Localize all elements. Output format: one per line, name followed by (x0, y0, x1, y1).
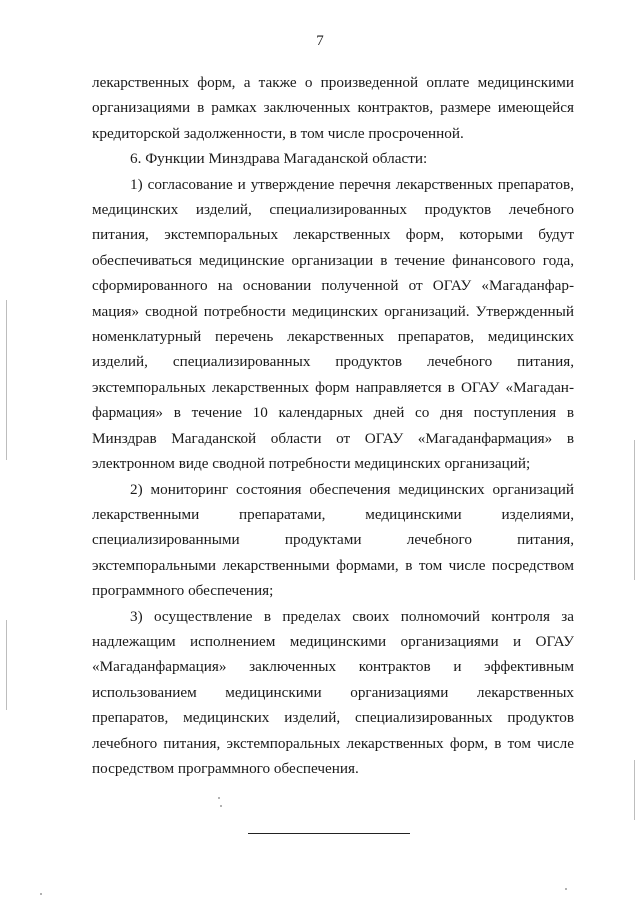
list-item-2: 2) мониторинг состояния обеспечения медицинских организаций лекарственными препаратами, медицинскими изделиями, специализированными продуктами лечебного питания, экстемпоральными лекарственными формами, в том числе посредством программного обеспечения; (92, 480, 574, 600)
scan-speck (40, 893, 42, 895)
scan-speck (218, 797, 220, 799)
scan-edge-mark-right (634, 440, 635, 580)
scan-speck (220, 805, 222, 807)
list-item-1: 1) согласование и утверждение перечня лекарственных препаратов, медицинских изделий, специализированных продуктов лечебного питания, экстемпоральных лекарственных форм, которыми будут обеспечиваться медицинские организации в течение финансового года, сформированного на основании полученной от ОГАУ «Магаданфар-мация» сводной потребности медицинских организаций. Утвержденный номенклатурный перечень лекарственных препаратов, медицинских изделий, специализированных продуктов лечебного питания, экстемпоральных лекарственных форм направляется в ОГАУ «Магадан-фармация» в течение 10 календарных дней со дня поступления в Минздрав Магаданской области от ОГАУ «Магаданфармация» в электронном виде сводной потребности медицинских организаций; (92, 175, 574, 473)
paragraph-continuation: лекарственных форм, а также о произведенной оплате медицинскими организациями в рамках заключенных контрактов, размере имеющейся кредиторской задолженности, в том числе просроченной. (92, 74, 574, 142)
page-number: 7 (316, 33, 324, 49)
scan-edge-mark-left-lower (6, 620, 7, 710)
scan-edge-mark-right-lower (634, 760, 635, 820)
scan-speck (565, 888, 567, 890)
list-item-3: 3) осуществление в пределах своих полномочий контроля за надлежащим исполнением медицинскими организациями и ОГАУ «Магаданфармация» заключенных контрактов и эффективным использованием медицинскими организациями лекарственных препаратов, медицинских изделий, специализированных продуктов лечебного питания, экстемпоральных лекарственных форм, в том числе посредством программного обеспечения. (92, 607, 574, 777)
scan-edge-mark-left (6, 300, 7, 460)
document-body (92, 70, 574, 781)
section-heading: 6. Функции Минздрава Магаданской области: (130, 150, 428, 168)
end-of-section-rule (248, 833, 410, 834)
